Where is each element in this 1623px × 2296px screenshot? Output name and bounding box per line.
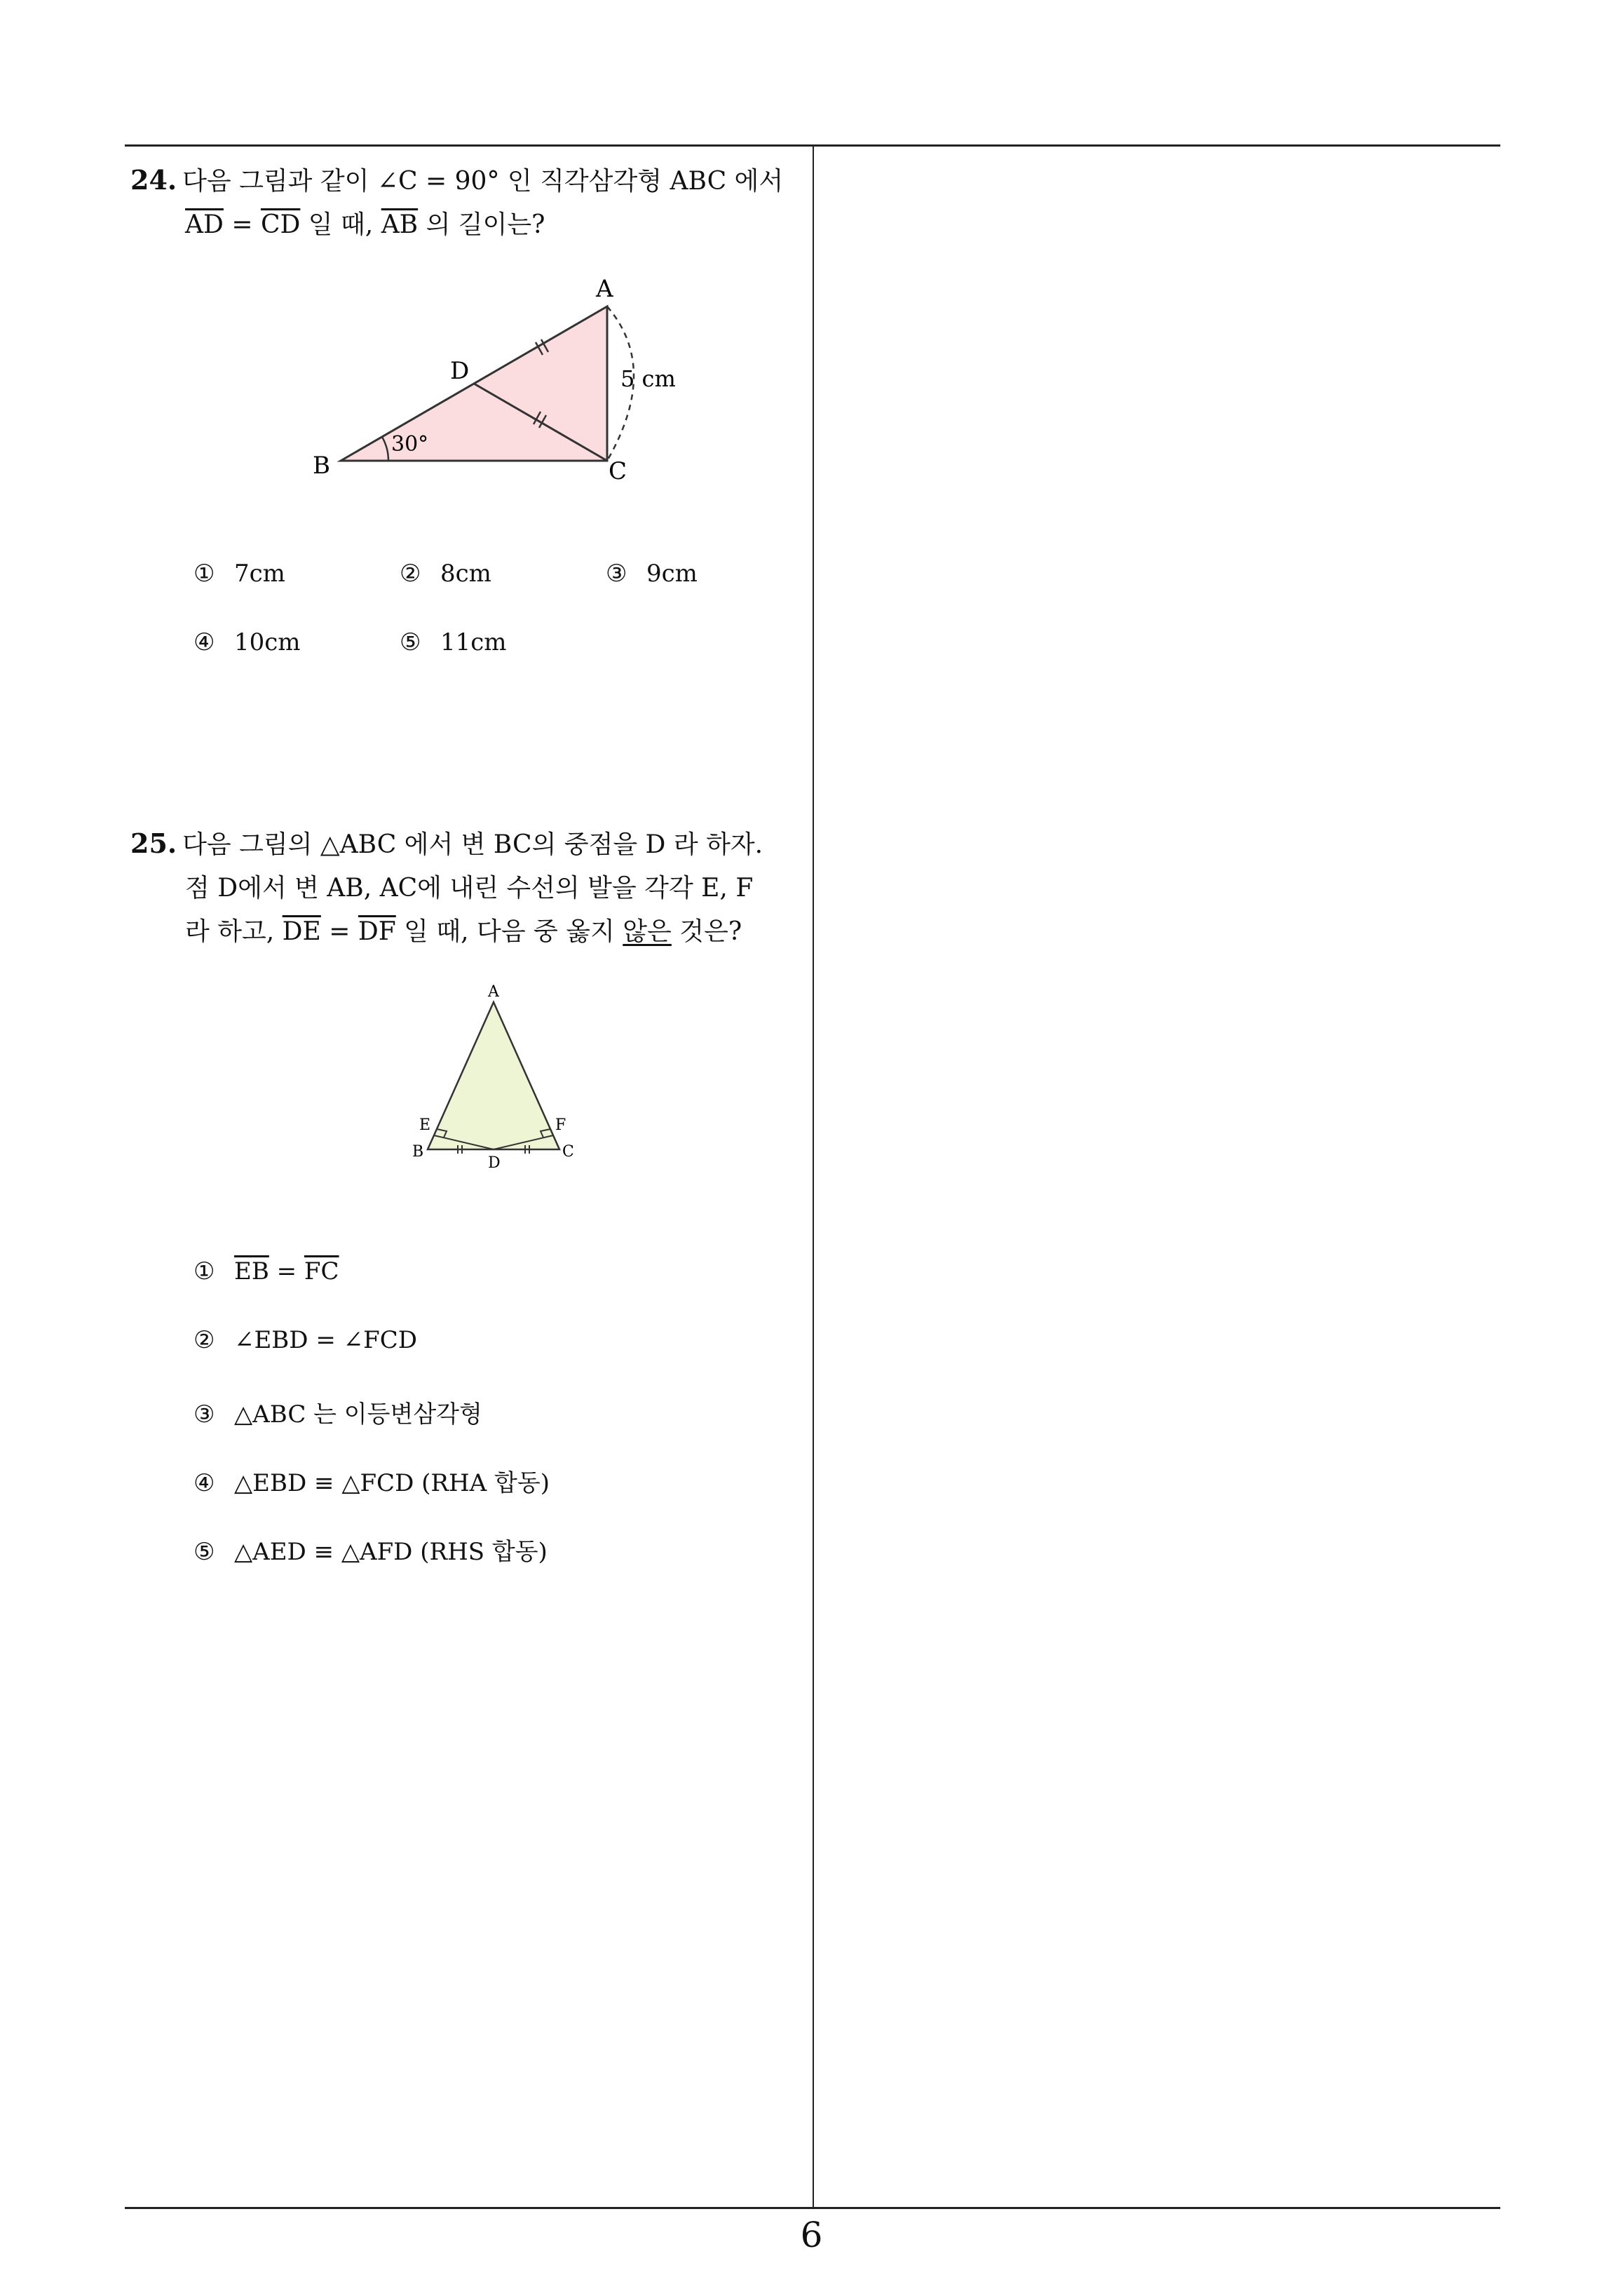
vertex-label-b: B <box>313 452 330 480</box>
vertex-label-b: B <box>412 1143 424 1161</box>
question-25-number: 25. <box>130 828 177 859</box>
q25-choice-5: ⑤ △AED ≡ △AFD (RHS 합동) <box>193 1538 548 1566</box>
question-24-line-2: $\overline{AD} = \overline{CD}$ 일 때, $\overline{AB}$ 의 길이는? <box>185 210 545 239</box>
q24-choice-2: ② 8cm <box>400 560 491 588</box>
q25-choice-1: ① $\overline{EB} = \overline{FC}$ <box>193 1257 339 1285</box>
vertex-label-d: D <box>450 357 470 385</box>
bottom-rule <box>125 2207 1500 2209</box>
question-24-line-1: 24. 다음 그림과 같이 ∠C = 90° 인 직각삼각형 ABC 에서 <box>130 164 784 196</box>
column-divider <box>813 144 814 2209</box>
q24-choice-1: ① 7cm <box>193 560 285 588</box>
question-25-figure <box>400 978 589 1175</box>
vertex-label-c: C <box>609 457 627 485</box>
question-24-figure <box>301 270 694 487</box>
vertex-label-d: D <box>488 1154 501 1172</box>
triangle-abc <box>428 1002 559 1149</box>
q24-choice-3: ③ 9cm <box>606 560 698 588</box>
question-25-line-3: 라 하고, $\overline{DE} = \overline{DF}$ 일 때, 다음 중 옳지 않은 것은? <box>185 917 742 946</box>
side-label: 5 cm <box>620 365 676 392</box>
q25-choice-4: ④ △EBD ≡ △FCD (RHA 합동) <box>193 1469 550 1497</box>
vertex-label-e: E <box>419 1116 431 1134</box>
q24-choice-4: ④ 10cm <box>193 628 301 656</box>
question-24 <box>130 158 803 247</box>
question-24-number: 24. <box>130 164 177 196</box>
question-25-line-1: 25. 다음 그림의 △ABC 에서 변 BC의 중점을 D 라 하자. <box>130 828 763 859</box>
q24-choice-5: ⑤ 11cm <box>400 628 507 656</box>
vertex-label-a: A <box>488 983 499 1001</box>
q25-choice-2: ② ∠EBD = ∠FCD <box>193 1326 418 1354</box>
angle-label: 30° <box>391 432 429 457</box>
q25-choice-3: ③ △ABC 는 이등변삼각형 <box>193 1400 482 1429</box>
vertex-label-f: F <box>555 1116 566 1134</box>
question-25-line-2: 점 D에서 변 AB, AC에 내린 수선의 발을 각각 E, F <box>185 874 754 903</box>
page-number: 6 <box>800 2215 823 2255</box>
vertex-label-c: C <box>562 1143 574 1161</box>
question-25 <box>130 822 803 954</box>
vertex-label-a: A <box>596 275 613 303</box>
